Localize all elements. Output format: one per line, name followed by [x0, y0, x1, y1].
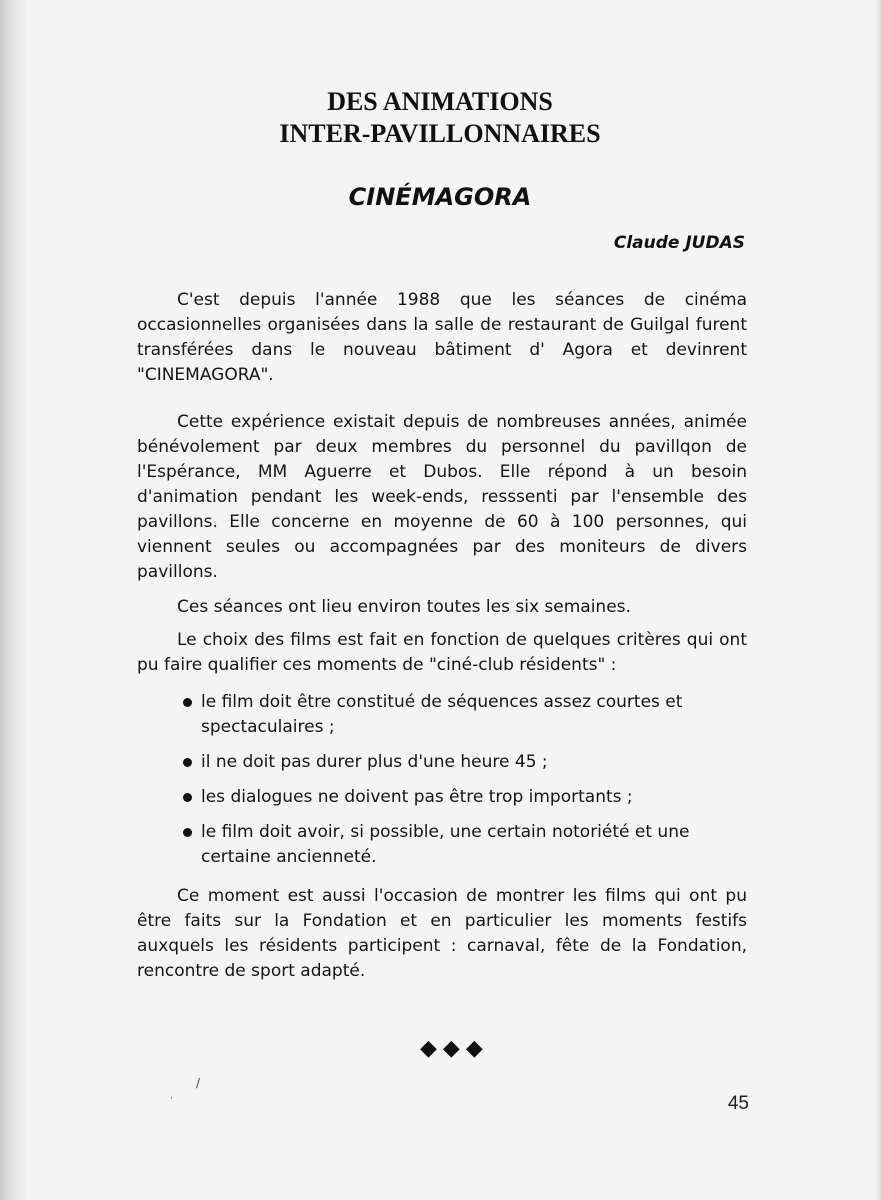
scan-speck: / [196, 1076, 201, 1090]
author-name: Claude JUDAS [613, 233, 745, 253]
paragraph-frequency: Ces séances ont lieu environ toutes les six semaines. [177, 597, 631, 617]
paragraph-conclusion: Ce moment est aussi l'occasion de montrer les films qui ont pu être faits sur la Fondation et en particulier les moments festifs auxquels les résidents participent : carnaval, fête de la Fondation, rencontre de sport adapté. [137, 886, 747, 981]
list-item: il ne doit pas durer plus d'une heure 45 ; [181, 750, 747, 775]
page-number: 45 [727, 1093, 749, 1114]
paragraph-history: Cette expérience existait depuis de nombreuses années, animée bénévolement par deux membres du personnel du pavillqon de l'Espérance, MM Aguerre et Dubos. Elle répond à un besoin d'animation pendant les week-ends, resssenti par l'ensemble des pavillons. Elle concerne en moyenne de 60 à 100 personnes, qui viennent seules ou accompagnées par des moniteurs de divers pavillons. [137, 412, 747, 582]
scan-speck: · [170, 1094, 173, 1104]
paragraph-intro: C'est depuis l'année 1988 que les séances de cinéma occasionnelles organisées dans la salle de restaurant de Guilgal furent transférées dans le nouveau bâtiment d' Agora et devinrent "CINEMAGORA". [137, 290, 747, 385]
title-line-2: INTER-PAVILLONNAIRES [279, 119, 601, 148]
list-item: le film doit avoir, si possible, une certain notoriété et une certaine ancienneté. [181, 820, 747, 870]
title-line-1: DES ANIMATIONS [327, 87, 553, 116]
article-body [137, 288, 747, 984]
paragraph-criteria: Le choix des films est fait en fonction de quelques critères qui ont pu faire qualifier ces moments de "ciné-club résidents" : [137, 630, 747, 675]
criteria-list [137, 690, 747, 870]
section-title: CINÉMAGORA [348, 183, 532, 211]
page-title [175, 86, 705, 150]
list-item: le film doit être constitué de séquences assez courtes et spectaculaires ; [181, 690, 747, 740]
list-item: les dialogues ne doivent pas être trop importants ; [181, 785, 747, 810]
end-ornament: ◆◆◆ [420, 1036, 489, 1061]
